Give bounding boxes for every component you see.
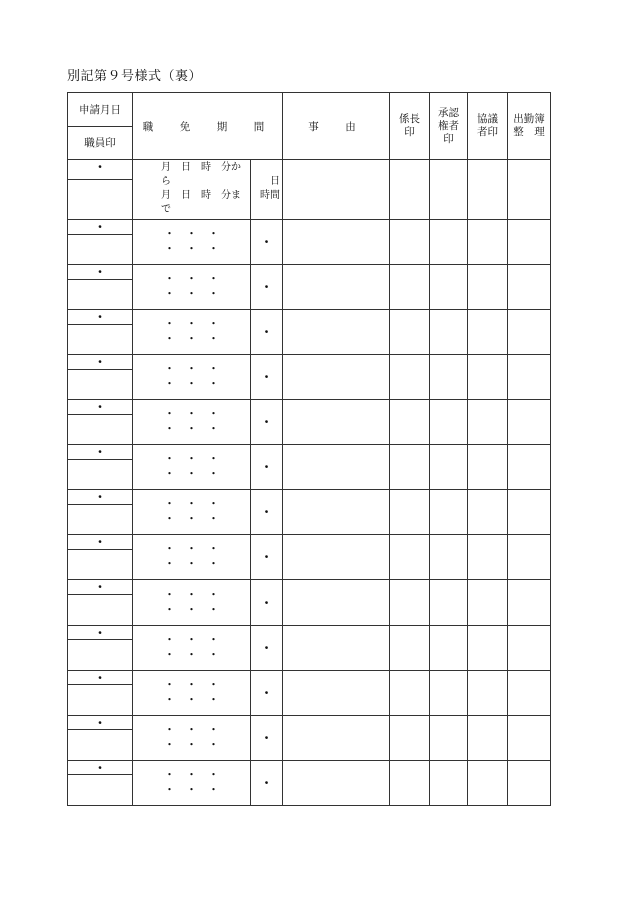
- record-row: [68, 445, 551, 460]
- consultant-seal-cell[interactable]: [468, 580, 508, 625]
- date-separator-mark: ・: [93, 400, 106, 415]
- record-row: [68, 490, 551, 505]
- period-dot: ・: [186, 409, 197, 421]
- header-staff-seal: 職員印: [68, 126, 133, 160]
- period-from-dots: [133, 678, 250, 693]
- period-to-dots: [133, 287, 250, 302]
- period-from-dots: [133, 497, 250, 512]
- period-dot: ・: [208, 469, 219, 481]
- date-cell[interactable]: [68, 490, 133, 505]
- duration-cell[interactable]: [251, 445, 283, 490]
- staff-seal-cell[interactable]: [68, 504, 133, 534]
- header-approver-seal-line1: 承認: [438, 106, 459, 119]
- duration-cell[interactable]: [251, 400, 283, 445]
- chief-seal-cell[interactable]: [390, 400, 430, 445]
- duration-dot: ・: [260, 370, 273, 385]
- consultant-seal-cell[interactable]: [468, 264, 508, 309]
- form-title: 別記第９号様式（裏）: [67, 69, 203, 84]
- period-dot: ・: [164, 288, 175, 300]
- period-dot: ・: [208, 334, 219, 346]
- approver-seal-cell[interactable]: [430, 490, 468, 535]
- period-dot: ・: [208, 694, 219, 706]
- period-dot: ・: [208, 769, 219, 781]
- consultant-seal-cell[interactable]: [468, 445, 508, 490]
- period-to-dots: [133, 557, 250, 572]
- period-dot: ・: [164, 784, 175, 796]
- chief-seal-cell[interactable]: [390, 670, 430, 715]
- duration-dot: ・: [260, 279, 273, 294]
- period-dot: ・: [208, 784, 219, 796]
- date-cell[interactable]: [68, 355, 133, 370]
- period-from-dots: [133, 723, 250, 738]
- period-dot: ・: [208, 454, 219, 466]
- reason-cell[interactable]: [283, 670, 390, 715]
- period-dot: ・: [186, 288, 197, 300]
- period-dot: ・: [186, 273, 197, 285]
- header-consultant-seal-line1: 協議: [477, 113, 498, 126]
- date-cell[interactable]: [68, 445, 133, 460]
- period-to-dots: [133, 512, 250, 527]
- period-dot: ・: [208, 228, 219, 240]
- period-dot: ・: [208, 364, 219, 376]
- consultant-seal-cell[interactable]: [468, 535, 508, 580]
- approver-seal-cell[interactable]: [430, 219, 468, 264]
- duration-dot: ・: [260, 775, 273, 790]
- duration-dot: ・: [260, 595, 273, 610]
- header-attendance-book-line2: 整 理: [513, 126, 545, 139]
- header-attendance-book-line1: 出勤簿: [513, 113, 545, 126]
- approver-seal-cell[interactable]: [430, 670, 468, 715]
- period-dot: ・: [208, 604, 219, 616]
- chief-seal-cell[interactable]: [390, 160, 430, 220]
- duration-dot: ・: [260, 685, 273, 700]
- period-dot: ・: [186, 364, 197, 376]
- reason-cell[interactable]: [283, 219, 390, 264]
- duration-dot: ・: [260, 460, 273, 475]
- period-dot: ・: [208, 409, 219, 421]
- period-cell[interactable]: [133, 715, 251, 760]
- period-dot: ・: [208, 379, 219, 391]
- period-dot: ・: [186, 469, 197, 481]
- date-cell[interactable]: [68, 760, 133, 775]
- period-dot: ・: [186, 739, 197, 751]
- reason-cell[interactable]: [283, 490, 390, 535]
- period-cell[interactable]: [133, 264, 251, 309]
- period-dot: ・: [186, 649, 197, 661]
- period-cell[interactable]: [133, 490, 251, 535]
- record-row: [68, 625, 551, 640]
- leave-record-table: [67, 92, 551, 806]
- staff-seal-cell[interactable]: [68, 234, 133, 264]
- staff-seal-cell[interactable]: [68, 550, 133, 580]
- staff-seal-cell[interactable]: [68, 685, 133, 715]
- period-to-dots: [133, 738, 250, 753]
- duration-cell[interactable]: [251, 219, 283, 264]
- duration-unit-day: 日: [270, 176, 280, 188]
- header-attendance-book: [508, 93, 551, 160]
- duration-dot: ・: [260, 325, 273, 340]
- duration-cell[interactable]: [251, 310, 283, 355]
- header-consultant-seal: [468, 93, 508, 160]
- consultant-seal-cell[interactable]: [468, 625, 508, 670]
- period-dot: ・: [186, 319, 197, 331]
- record-row: [68, 715, 551, 730]
- record-row: [68, 264, 551, 279]
- consultant-seal-cell[interactable]: [468, 355, 508, 400]
- duration-cell[interactable]: [251, 264, 283, 309]
- period-to-text: 月 日 時 分まで: [161, 190, 241, 216]
- date-separator-mark: ・: [93, 760, 106, 775]
- period-dot: ・: [164, 589, 175, 601]
- period-to-dots: [133, 422, 250, 437]
- period-cell[interactable]: [133, 760, 251, 805]
- period-cell[interactable]: [133, 219, 251, 264]
- date-cell[interactable]: [68, 580, 133, 595]
- approver-seal-cell[interactable]: [430, 760, 468, 805]
- period-dot: ・: [208, 424, 219, 436]
- date-cell[interactable]: [68, 625, 133, 640]
- period-from-dots: [133, 407, 250, 422]
- period-from-dots: [133, 362, 250, 377]
- period-to-dots: [133, 242, 250, 257]
- date-separator-mark: ・: [93, 535, 106, 550]
- period-dot: ・: [186, 514, 197, 526]
- date-separator-mark: ・: [93, 625, 106, 640]
- header-approver-seal: [430, 93, 468, 160]
- chief-seal-cell[interactable]: [390, 760, 430, 805]
- period-to-dots: [133, 603, 250, 618]
- date-separator-mark: ・: [93, 490, 106, 505]
- approver-seal-cell[interactable]: [430, 625, 468, 670]
- attendance-book-cell[interactable]: [508, 355, 551, 400]
- reason-cell[interactable]: [283, 310, 390, 355]
- period-to-dots: [133, 377, 250, 392]
- period-dot: ・: [164, 379, 175, 391]
- period-dot: ・: [164, 454, 175, 466]
- duration-cell[interactable]: [251, 715, 283, 760]
- period-cell[interactable]: [133, 355, 251, 400]
- period-dot: ・: [164, 559, 175, 571]
- date-separator-mark: ・: [93, 670, 106, 685]
- approver-seal-cell[interactable]: [430, 160, 468, 220]
- date-separator-mark: ・: [93, 355, 106, 370]
- period-to-dots: [133, 783, 250, 798]
- consultant-seal-cell[interactable]: [468, 400, 508, 445]
- reason-cell[interactable]: [283, 715, 390, 760]
- record-row: [68, 355, 551, 370]
- period-from-dots: [133, 227, 250, 242]
- date-separator-mark: ・: [93, 445, 106, 460]
- consultant-seal-cell[interactable]: [468, 160, 508, 220]
- period-dot: ・: [208, 514, 219, 526]
- period-from-dots: [133, 588, 250, 603]
- date-cell[interactable]: [68, 535, 133, 550]
- consultant-seal-cell[interactable]: [468, 219, 508, 264]
- chief-seal-cell[interactable]: [390, 715, 430, 760]
- attendance-book-cell[interactable]: [508, 400, 551, 445]
- period-from-text: 月 日 時 分から: [161, 162, 241, 188]
- attendance-book-cell[interactable]: [508, 670, 551, 715]
- sample-date-cell[interactable]: [68, 160, 133, 179]
- period-cell[interactable]: [133, 535, 251, 580]
- period-dot: ・: [208, 544, 219, 556]
- attendance-book-cell[interactable]: [508, 580, 551, 625]
- date-cell[interactable]: [68, 219, 133, 234]
- attendance-book-cell[interactable]: [508, 715, 551, 760]
- period-dot: ・: [164, 694, 175, 706]
- period-dot: ・: [186, 769, 197, 781]
- record-row: [68, 535, 551, 550]
- attendance-book-cell[interactable]: [508, 310, 551, 355]
- staff-seal-cell[interactable]: [68, 414, 133, 444]
- period-dot: ・: [186, 604, 197, 616]
- sample-period-cell[interactable]: [133, 160, 251, 220]
- staff-seal-cell[interactable]: [68, 640, 133, 670]
- period-dot: ・: [164, 649, 175, 661]
- period-from-dots: [133, 272, 250, 287]
- period-dot: ・: [186, 544, 197, 556]
- period-dot: ・: [208, 724, 219, 736]
- approver-seal-cell[interactable]: [430, 535, 468, 580]
- period-dot: ・: [186, 334, 197, 346]
- period-dot: ・: [186, 454, 197, 466]
- attendance-book-cell[interactable]: [508, 219, 551, 264]
- duration-cell[interactable]: [251, 490, 283, 535]
- reason-cell[interactable]: [283, 535, 390, 580]
- attendance-book-cell[interactable]: [508, 535, 551, 580]
- attendance-book-cell[interactable]: [508, 445, 551, 490]
- period-dot: ・: [164, 319, 175, 331]
- period-dot: ・: [208, 589, 219, 601]
- header-application-date: 申請月日: [68, 93, 133, 127]
- duration-cell[interactable]: [251, 580, 283, 625]
- duration-unit-hours: 時間: [260, 190, 280, 202]
- duration-dot: ・: [260, 234, 273, 249]
- staff-seal-cell[interactable]: [68, 369, 133, 399]
- approver-seal-cell[interactable]: [430, 715, 468, 760]
- period-dot: ・: [186, 424, 197, 436]
- period-to-dots: [133, 467, 250, 482]
- consultant-seal-cell[interactable]: [468, 490, 508, 535]
- date-cell[interactable]: [68, 264, 133, 279]
- staff-seal-cell[interactable]: [68, 775, 133, 806]
- date-cell[interactable]: [68, 715, 133, 730]
- period-dot: ・: [164, 364, 175, 376]
- approver-seal-cell[interactable]: [430, 355, 468, 400]
- duration-cell[interactable]: [251, 535, 283, 580]
- staff-seal-cell[interactable]: [68, 179, 133, 219]
- period-cell[interactable]: [133, 400, 251, 445]
- chief-seal-cell[interactable]: [390, 445, 430, 490]
- duration-dot: ・: [260, 415, 273, 430]
- reason-cell[interactable]: [283, 760, 390, 805]
- header-reason: 事 由: [283, 93, 390, 160]
- period-dot: ・: [164, 228, 175, 240]
- consultant-seal-cell[interactable]: [468, 670, 508, 715]
- period-dot: ・: [208, 319, 219, 331]
- attendance-book-cell[interactable]: [508, 490, 551, 535]
- period-dot: ・: [186, 724, 197, 736]
- duration-dot: ・: [260, 550, 273, 565]
- approver-seal-cell[interactable]: [430, 310, 468, 355]
- reason-cell[interactable]: [283, 355, 390, 400]
- date-separator-mark: ・: [93, 715, 106, 730]
- chief-seal-cell[interactable]: [390, 625, 430, 670]
- period-dot: ・: [164, 243, 175, 255]
- period-dot: ・: [186, 589, 197, 601]
- date-cell[interactable]: [68, 670, 133, 685]
- period-dot: ・: [164, 514, 175, 526]
- period-dot: ・: [208, 649, 219, 661]
- approver-seal-cell[interactable]: [430, 264, 468, 309]
- approver-seal-cell[interactable]: [430, 445, 468, 490]
- chief-seal-cell[interactable]: [390, 355, 430, 400]
- staff-seal-cell[interactable]: [68, 730, 133, 760]
- period-cell[interactable]: [133, 625, 251, 670]
- period-from-dots: [133, 317, 250, 332]
- period-dot: ・: [208, 679, 219, 691]
- attendance-book-cell[interactable]: [508, 625, 551, 670]
- attendance-book-cell[interactable]: [508, 160, 551, 220]
- duration-cell[interactable]: [251, 625, 283, 670]
- date-separator-mark: ・: [93, 310, 106, 324]
- period-from-dots: [133, 452, 250, 467]
- period-dot: ・: [164, 604, 175, 616]
- period-dot: ・: [164, 679, 175, 691]
- approver-seal-cell[interactable]: [430, 400, 468, 445]
- period-dot: ・: [208, 739, 219, 751]
- period-cell[interactable]: [133, 580, 251, 625]
- reason-cell[interactable]: [283, 400, 390, 445]
- record-row: [68, 400, 551, 415]
- reason-cell[interactable]: [283, 625, 390, 670]
- period-dot: ・: [208, 288, 219, 300]
- period-from-dots: [133, 768, 250, 783]
- header-approver-seal-line3: 印: [443, 132, 454, 145]
- duration-dot: ・: [260, 730, 273, 745]
- period-dot: ・: [164, 634, 175, 646]
- chief-seal-cell[interactable]: [390, 310, 430, 355]
- period-from-dots: [133, 633, 250, 648]
- duration-dot: ・: [260, 640, 273, 655]
- period-dot: ・: [164, 544, 175, 556]
- sample-duration-cell[interactable]: [251, 160, 283, 220]
- header-chief-seal-line1: 係長: [399, 113, 420, 126]
- record-row: [68, 310, 551, 325]
- approver-seal-cell[interactable]: [430, 580, 468, 625]
- period-dot: ・: [186, 379, 197, 391]
- period-dot: ・: [164, 724, 175, 736]
- date-cell[interactable]: [68, 400, 133, 415]
- reason-cell[interactable]: [283, 160, 390, 220]
- date-separator-mark: ・: [93, 580, 106, 595]
- period-dot: ・: [208, 559, 219, 571]
- duration-cell[interactable]: [251, 355, 283, 400]
- header-chief-seal-line2: 印: [404, 126, 415, 139]
- date-separator-mark: ・: [93, 160, 106, 175]
- period-from-dots: [133, 542, 250, 557]
- consultant-seal-cell[interactable]: [468, 715, 508, 760]
- period-dot: ・: [186, 243, 197, 255]
- period-dot: ・: [164, 469, 175, 481]
- chief-seal-cell[interactable]: [390, 264, 430, 309]
- period-cell[interactable]: [133, 310, 251, 355]
- period-to-dots: [133, 693, 250, 708]
- period-dot: ・: [186, 784, 197, 796]
- staff-seal-cell[interactable]: [68, 459, 133, 489]
- period-cell[interactable]: [133, 670, 251, 715]
- period-dot: ・: [164, 334, 175, 346]
- chief-seal-cell[interactable]: [390, 219, 430, 264]
- period-dot: ・: [164, 499, 175, 511]
- reason-cell[interactable]: [283, 445, 390, 490]
- record-row: [68, 219, 551, 234]
- duration-cell[interactable]: [251, 760, 283, 805]
- record-row: [68, 580, 551, 595]
- period-cell[interactable]: [133, 445, 251, 490]
- date-separator-mark: ・: [93, 264, 106, 279]
- header-chief-seal: [390, 93, 430, 160]
- period-to-dots: [133, 648, 250, 663]
- period-dot: ・: [208, 634, 219, 646]
- staff-seal-cell[interactable]: [68, 324, 133, 354]
- duration-dot: ・: [260, 505, 273, 520]
- chief-seal-cell[interactable]: [390, 490, 430, 535]
- record-row: [68, 760, 551, 775]
- period-dot: ・: [208, 243, 219, 255]
- period-dot: ・: [186, 679, 197, 691]
- date-separator-mark: ・: [93, 219, 106, 234]
- chief-seal-cell[interactable]: [390, 580, 430, 625]
- record-row: [68, 670, 551, 685]
- period-to-dots: [133, 332, 250, 347]
- period-dot: ・: [208, 273, 219, 285]
- attendance-book-cell[interactable]: [508, 760, 551, 805]
- chief-seal-cell[interactable]: [390, 535, 430, 580]
- header-consultant-seal-line2: 者印: [477, 126, 498, 139]
- attendance-book-cell[interactable]: [508, 264, 551, 309]
- duration-cell[interactable]: [251, 670, 283, 715]
- consultant-seal-cell[interactable]: [468, 310, 508, 355]
- header-exemption-period: 職 免 期 間: [133, 93, 283, 160]
- staff-seal-cell[interactable]: [68, 595, 133, 625]
- period-dot: ・: [186, 228, 197, 240]
- period-dot: ・: [208, 499, 219, 511]
- reason-cell[interactable]: [283, 264, 390, 309]
- date-cell[interactable]: [68, 310, 133, 325]
- period-dot: ・: [164, 769, 175, 781]
- period-dot: ・: [186, 499, 197, 511]
- period-dot: ・: [164, 273, 175, 285]
- consultant-seal-cell[interactable]: [468, 760, 508, 805]
- staff-seal-cell[interactable]: [68, 279, 133, 309]
- period-dot: ・: [186, 694, 197, 706]
- period-dot: ・: [164, 739, 175, 751]
- period-dot: ・: [186, 634, 197, 646]
- period-dot: ・: [164, 409, 175, 421]
- period-dot: ・: [186, 559, 197, 571]
- period-dot: ・: [164, 424, 175, 436]
- reason-cell[interactable]: [283, 580, 390, 625]
- header-approver-seal-line2: 権者: [438, 119, 459, 132]
